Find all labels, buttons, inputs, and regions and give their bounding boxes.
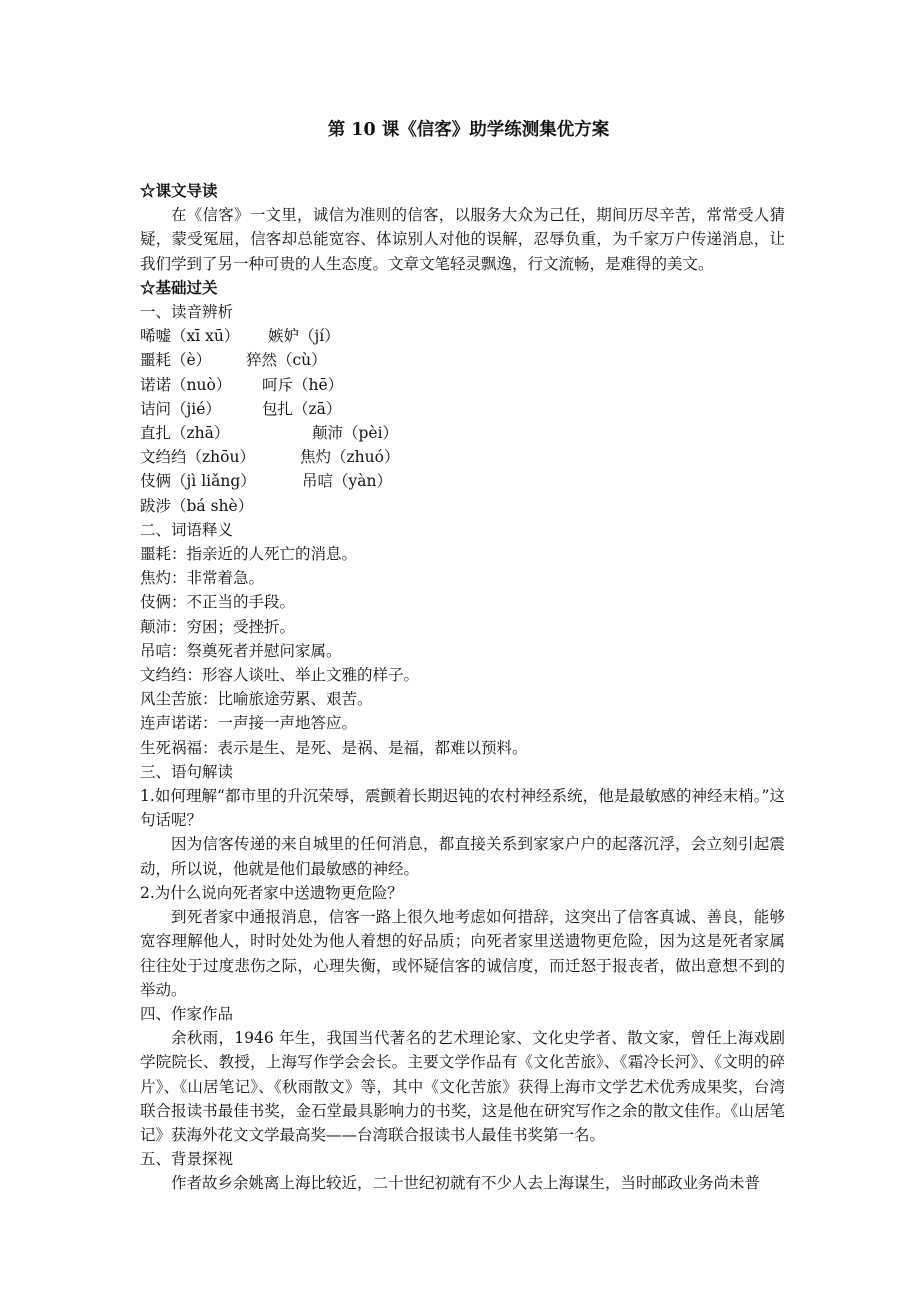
pron-row — [140, 421, 785, 445]
guide-paragraph: 在《信客》一文里，诚信为准则的信客，以服务大众为己任，期间历尽辛苦，常常受人猜疑，蒙受冤屈，信客却总能宽容、体谅别人对他的误解，忍辱负重，为千家万户传递消息，让我们学到了另一种可贵的人生态度。文章文笔轻灵飘逸，行文流畅，是难得的美文。 — [140, 206, 785, 273]
pron-row — [140, 324, 785, 348]
pron-term: 颠沛（pèi） — [312, 424, 399, 443]
background-heading: 五、背景探视 — [140, 1150, 234, 1169]
pron-term: 诘问（jié） — [140, 399, 221, 418]
pronunciation-heading: 一、读音辨析 — [140, 303, 234, 322]
pron-term: 焦灼（zhuó） — [300, 448, 400, 467]
pron-row — [140, 397, 785, 421]
pron-row — [140, 348, 785, 372]
pron-term: 包扎（zā） — [262, 399, 342, 418]
pron-term: 跋涉（bá shè） — [140, 496, 254, 515]
vocab-item: 伎俩：不正当的手段。 — [140, 593, 296, 612]
pron-term: 吊唁（yàn） — [302, 472, 392, 491]
pron-term: 噩耗（è） — [140, 351, 212, 370]
page-title: 第 10 课《信客》助学练测集优方案 — [327, 120, 610, 140]
pron-row — [140, 373, 785, 397]
vocab-item: 文绉绉：形容人谈吐、举止文雅的样子。 — [140, 666, 420, 685]
pron-term: 唏嘘（xī xū） — [140, 327, 240, 346]
vocab-item: 吊唁：祭奠死者并慰问家属。 — [140, 641, 342, 660]
document-body — [140, 116, 785, 1196]
author-heading: 四、作家作品 — [140, 1004, 234, 1023]
author-paragraph: 余秋雨，1946 年生，我国当代著名的艺术理论家、文化史学者、散文家，曾任上海戏剧学院院长、教授，上海写作学会会长。主要文学作品有《文化苦旅》、《霜冷长河》、《文明的碎片》、《山居笔记》、《秋雨散文》等，其中《文化苦旅》获得上海市文学艺术优秀成果奖，台湾联合报读书最佳书奖，金石堂最具影响力的书奖，这是他在研究写作之余的散文佳作。《山居笔记》获海外花文文学最高奖——台湾联合报读书人最佳书奖第一名。 — [140, 1029, 785, 1144]
section-guide-heading: ☆课文导读 — [140, 181, 218, 200]
vocab-item: 风尘苦旅：比喻旅途劳累、艰苦。 — [140, 690, 373, 709]
pron-row — [140, 445, 785, 469]
question-2: 2.为什么说向死者家中送遗物更危险？ — [140, 883, 403, 902]
pron-row — [140, 494, 785, 518]
vocab-item: 连声诺诺：一声接一声地答应。 — [140, 714, 358, 733]
vocab-item: 颠沛：穷困；受挫折。 — [140, 617, 296, 636]
pron-term: 文绉绉（zhōu） — [140, 448, 255, 467]
pron-term: 嫉妒（jí） — [268, 327, 340, 346]
pron-term: 直扎（zhā） — [140, 424, 230, 443]
vocab-item: 焦灼：非常着急。 — [140, 569, 265, 588]
pron-term: 呵斥（hē） — [262, 375, 344, 394]
pron-term: 诺诺（nuò） — [140, 375, 232, 394]
pron-row — [140, 469, 785, 493]
vocab-item: 噩耗：指亲近的人死亡的消息。 — [140, 545, 358, 564]
pron-term: 猝然（cù） — [246, 351, 327, 370]
question-1: 1.如何理解“都市里的升沉荣辱，震颤着长期迟钝的农村神经系统，他是最敏感的神经末梢。”这句话呢？ — [140, 787, 785, 830]
background-paragraph: 作者故乡余姚离上海比较近，二十世纪初就有不少人去上海谋生，当时邮政业务尚未普 — [171, 1174, 761, 1193]
answer-1: 因为信客传递的来自城里的任何消息，都直接关系到家家户户的起落沉浮，会立刻引起震动，所以说，他就是他们最敏感的神经。 — [140, 835, 785, 878]
vocab-item: 生死祸福：表示是生、是死、是祸、是福，都难以预料。 — [140, 738, 528, 757]
pron-term: 伎俩（jì liǎng） — [140, 472, 256, 491]
sentences-heading: 三、语句解读 — [140, 762, 234, 781]
answer-2: 到死者家中通报消息，信客一路上很久地考虑如何措辞，这突出了信客真诚、善良，能够宽容理解他人，时时处处为他人着想的好品质；向死者家里送遗物更危险，因为这是死者家属往往处于过度悲伤之际，心理失衡，或怀疑信客的诚信度，而迁怒于报丧者，做出意想不到的举动。 — [140, 908, 785, 999]
section-basics-heading: ☆基础过关 — [140, 277, 218, 297]
vocab-heading: 二、词语释义 — [140, 520, 234, 539]
